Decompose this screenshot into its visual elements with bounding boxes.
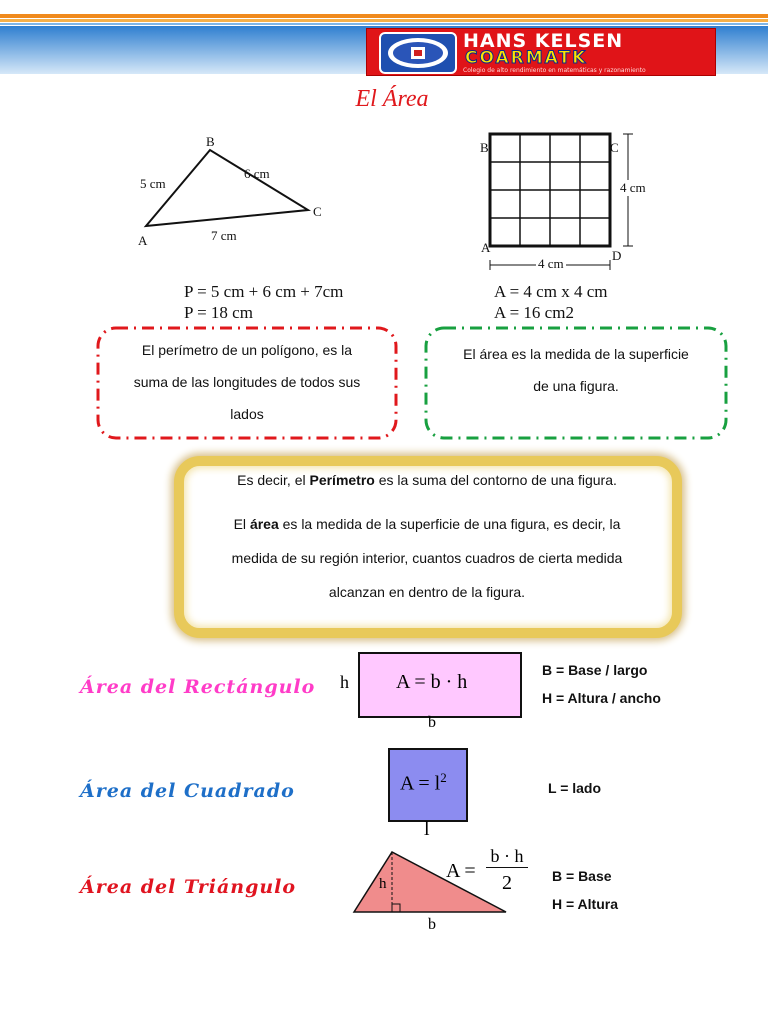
- square-side-label: l: [424, 818, 430, 840]
- rectangle-note-base: B = Base / largo: [542, 662, 648, 678]
- triangle-formula-denominator: 2: [502, 872, 512, 894]
- area-formula-line1: A = 4 cm x 4 cm: [494, 282, 608, 301]
- page-title: El Área: [355, 86, 429, 112]
- summary-line1: Es decir, el Perímetro es la suma del contorno de una figura.: [237, 472, 617, 488]
- rectangle-title: Área del Rectángulo: [80, 676, 316, 698]
- grid-height-label: 4 cm: [620, 180, 646, 195]
- school-logo-banner: [366, 28, 716, 76]
- triangle-notes: [552, 862, 618, 918]
- triangle-height-label: h: [379, 876, 387, 892]
- rectangle-formula: A = b · h: [396, 671, 468, 693]
- perimeter-definition-line3: lados: [230, 406, 264, 422]
- grid-width-label: 4 cm: [538, 256, 564, 271]
- perimeter-formula-line2: P = 18 cm: [184, 303, 253, 322]
- area-definition-line1: El área es la medida de la superficie: [463, 346, 689, 362]
- side-ab-label: 5 cm: [140, 176, 166, 191]
- vertex-b-label: B: [206, 134, 215, 149]
- perimeter-formula-line1: P = 5 cm + 6 cm + 7cm: [184, 282, 344, 301]
- triangle-note-height: H = Altura: [552, 896, 618, 912]
- square-formula-exponent: 2: [440, 770, 447, 785]
- vertex-a-label: A: [138, 233, 148, 248]
- grid-vertex-d-label: D: [612, 248, 622, 263]
- area-definition: [436, 338, 716, 402]
- triangle-base-label: b: [428, 916, 436, 933]
- perimeter-formula: [184, 281, 343, 323]
- rectangle-notes: [542, 656, 661, 712]
- area-formula-line2: A = 16 cm2: [494, 303, 574, 322]
- logo-subtitle: COARMATK: [465, 48, 588, 68]
- rectangle-height-label: h: [340, 672, 349, 692]
- perimeter-definition: [108, 334, 386, 430]
- triangle-title: Área del Triángulo: [80, 876, 297, 898]
- perimeter-definition-line2: suma de las longitudes de todos sus: [133, 374, 361, 390]
- area-grid-diagram: [478, 126, 648, 276]
- triangle-formula-lhs: A =: [446, 860, 476, 882]
- rectangle-base-label: b: [428, 714, 436, 731]
- school-crest-icon: [379, 32, 457, 74]
- grid-vertex-a-label: A: [481, 240, 491, 255]
- summary-line3: medida de su región interior, cuantos cuadros de cierta medida: [231, 550, 623, 566]
- vertex-c-label: C: [313, 204, 322, 219]
- perimeter-term: Perímetro: [309, 472, 375, 488]
- area-formula: [494, 281, 607, 323]
- logo-tagline: Colegio de alto rendimiento en matemáticas y razonamiento: [463, 67, 646, 74]
- grid-vertex-b-label: B: [480, 140, 489, 155]
- summary-line2: El área es la medida de la superficie de una figura, es decir, la: [233, 516, 621, 532]
- square-note-side: L = lado: [548, 780, 602, 796]
- triangle-note-base: B = Base: [552, 868, 612, 884]
- perimeter-definition-line1: El perímetro de un polígono, es la: [141, 342, 353, 358]
- side-bc-label: 6 cm: [244, 166, 270, 181]
- logo-title: HANS KELSEN: [463, 30, 624, 52]
- triangle-formula-numerator: b · h: [486, 846, 528, 868]
- summary-line4: alcanzan en dentro de la figura.: [328, 584, 526, 600]
- side-ac-label: 7 cm: [211, 228, 237, 243]
- area-definition-line2: de una figura.: [533, 378, 619, 394]
- area-term: área: [249, 516, 279, 532]
- square-title: Área del Cuadrado: [80, 780, 295, 802]
- square-formula: $A = l^2$: [400, 770, 447, 795]
- rectangle-note-height: H = Altura / ancho: [542, 690, 661, 706]
- grid-vertex-c-label: C: [610, 140, 619, 155]
